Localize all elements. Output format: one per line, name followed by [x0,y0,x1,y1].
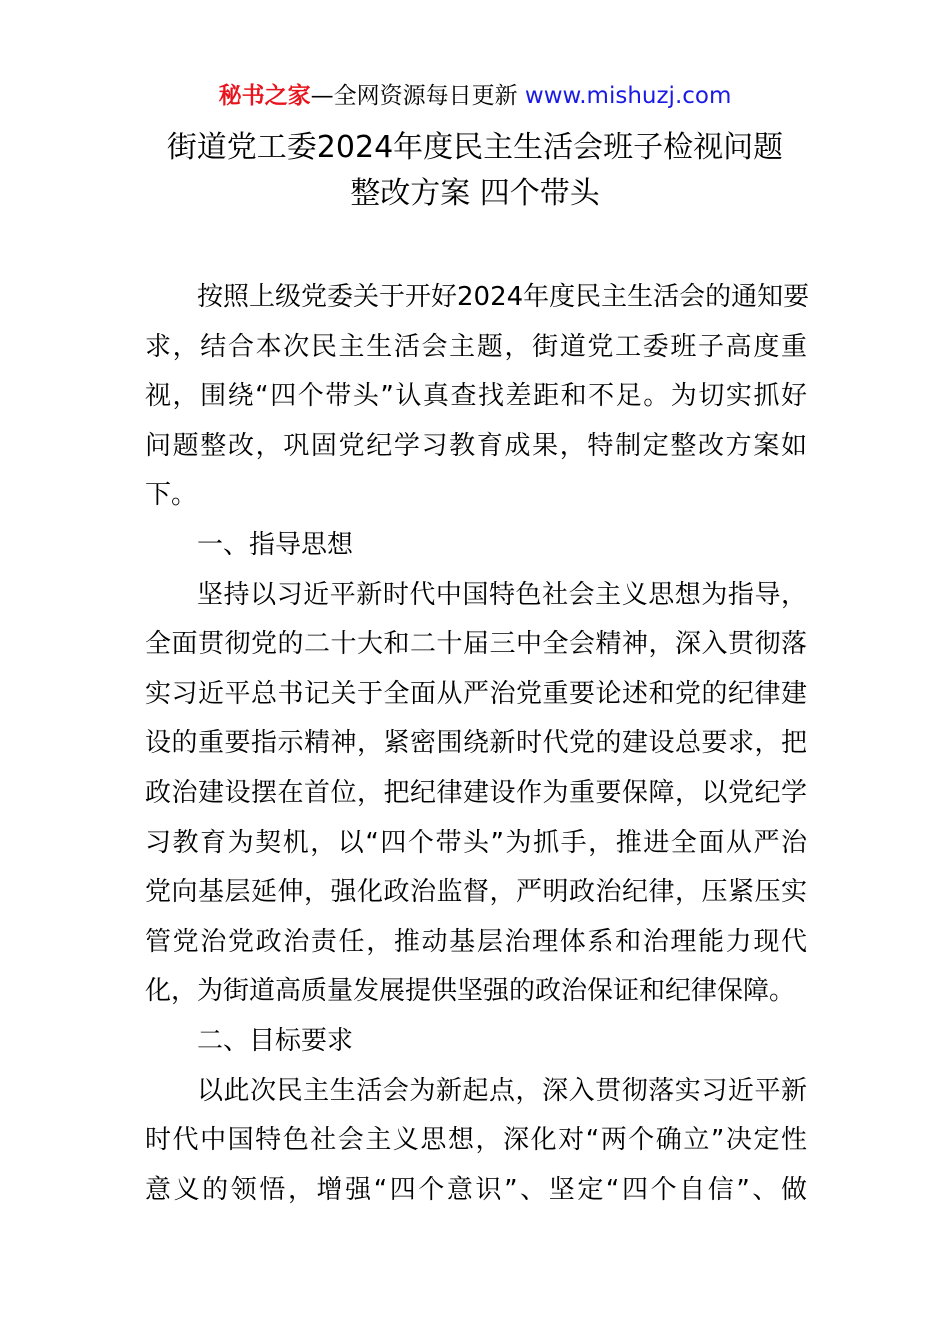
section-heading-2 [145,1017,807,1067]
document-body [145,273,810,1215]
text-line: 化，为街道高质量发展提供坚强的政治保证和纪律保障。 [145,976,796,1007]
text-line: 时代中国特色社会主义思想，深化对“两个确立”决定性 [145,1125,807,1156]
section-2-paragraph [145,1067,807,1216]
text-line: 政治建设摆在首位，把纪律建设作为重要保障，以党纪学 [145,777,807,808]
text-line: 实习近平总书记关于全面从严治党重要论述和党的纪律建 [145,678,807,709]
heading-text: 二、目标要求 [197,1025,354,1056]
text-line: 问题整改，巩固党纪学习教育成果，特制定整改方案如 [145,430,807,461]
text-line: 管党治党政治责任，推动基层治理体系和治理能力现代 [145,926,807,957]
site-url-link[interactable]: www.mishuzj.com [524,83,732,109]
text-line: 全面贯彻党的二十大和二十届三中全会精神，深入贯彻落 [145,629,807,660]
text-line: 视，围绕“四个带头”认真查找差距和不足。为切实抓好 [145,381,807,412]
text-line: 按照上级党委关于开好2024年度民主生活会的通知要 [197,282,810,312]
text-line: 下。 [145,480,198,511]
heading-text: 一、指导思想 [197,529,354,560]
text-line: 习教育为契机，以“四个带头”为抓手，推进全面从严治 [145,827,807,858]
section-heading-1 [145,521,807,571]
document-title [0,125,950,217]
brand-name: 秘书之家 [218,83,311,109]
text-line: 求，结合本次民主生活会主题，街道党工委班子高度重 [145,331,807,362]
intro-paragraph [145,273,810,521]
text-line: 党向基层延伸，强化政治监督，严明政治纪律，压紧压实 [145,877,807,908]
brand-tagline: —全网资源每日更新 [310,83,525,109]
text-line: 坚持以习近平新时代中国特色社会主义思想为指导， [197,579,807,610]
watermark-header [0,80,950,112]
text-line: 设的重要指示精神，紧密围绕新时代党的建设总要求，把 [145,728,807,759]
text-line: 以此次民主生活会为新起点，深入贯彻落实习近平新 [197,1075,807,1106]
title-line-1: 街道党工委2024年度民主生活会班子检视问题 [166,130,784,165]
text-line: 意义的领悟，增强“四个意识”、坚定“四个自信”、做 [145,1174,807,1205]
title-line-2: 整改方案 四个带头 [350,176,600,211]
section-1-paragraph [145,571,807,1017]
